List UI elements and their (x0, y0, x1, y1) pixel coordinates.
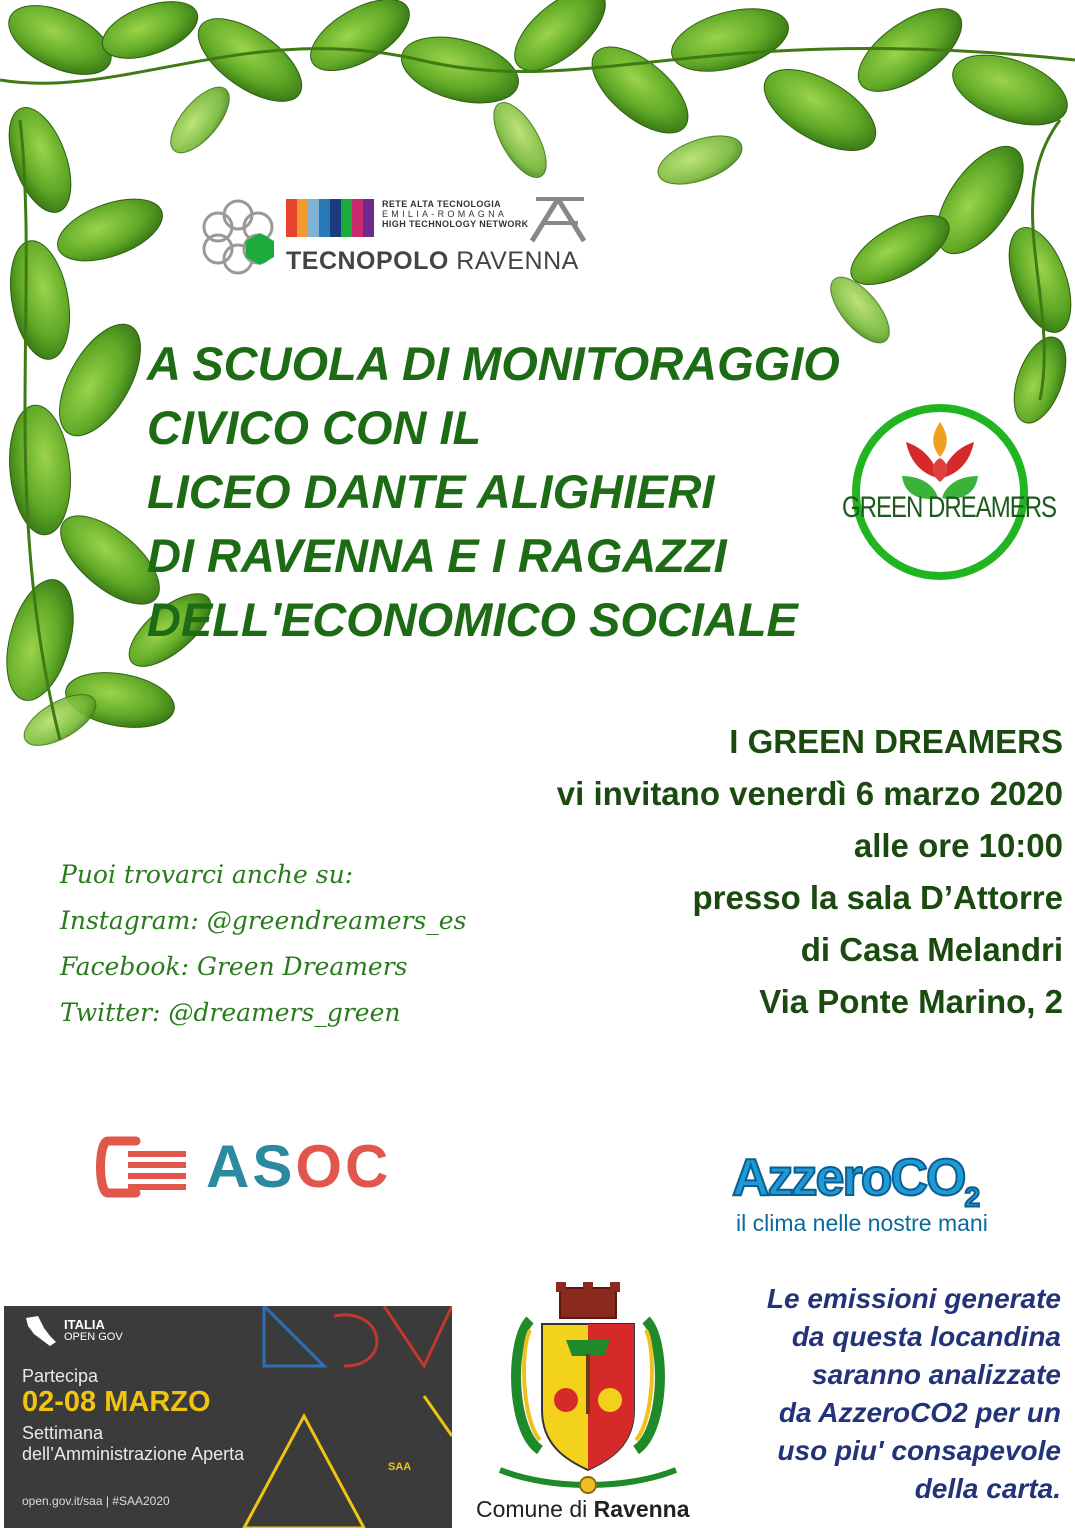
note-line: da questa locandina (791, 1321, 1061, 1352)
open-gov-desc-line2: dell’Amministrazione Aperta (22, 1444, 245, 1464)
invite-line: vi invitano venerdì 6 marzo 2020 (556, 775, 1063, 812)
open-gov-brand-line2: OPEN GOV (64, 1331, 123, 1343)
title-line: DELL'ECONOMICO SOCIALE (147, 593, 798, 646)
asoc-letter: A (206, 1133, 253, 1200)
tecnopolo-a-icon (528, 197, 590, 243)
open-gov-banner (4, 1306, 452, 1528)
title-line: CIVICO CON IL (147, 401, 482, 454)
title-line: LICEO DANTE ALIGHIERI (147, 465, 715, 518)
tecnopolo-network-text (382, 199, 529, 229)
title-line: A SCUOLA DI MONITORAGGIO (147, 337, 840, 390)
saa-badge: SAA (388, 1461, 412, 1473)
open-gov-footer: open.gov.it/saa | #SAA2020 (22, 1494, 170, 1508)
open-gov-brand (64, 1318, 123, 1344)
social-instagram: Instagram: @greendreamers_es (60, 906, 467, 935)
asoc-letter: S (252, 1133, 296, 1200)
open-gov-label: Partecipa (22, 1366, 99, 1386)
invitation-details (443, 716, 1063, 1028)
emissions-note (661, 1280, 1061, 1508)
invite-line: alle ore 10:00 (853, 827, 1063, 864)
note-line: della carta. (914, 1473, 1061, 1504)
invite-line: I GREEN DREAMERS (729, 723, 1063, 760)
title-line: DI RAVENNA E I RAGAZZI (147, 529, 727, 582)
azzeroco2-subscript: 2 (964, 1181, 979, 1213)
comune-ravenna-logo (470, 1280, 705, 1530)
tecnopolo-flower-icon (198, 197, 278, 277)
asoc-letter: C (345, 1133, 392, 1200)
azzeroco2-wordmark (732, 1148, 978, 1213)
note-line: Le emissioni generate (766, 1283, 1061, 1314)
comune-prefix: Comune di (476, 1496, 588, 1522)
open-gov-desc-line1: Settimana (22, 1423, 104, 1443)
social-twitter: Twitter: @dreamers_green (60, 998, 401, 1027)
social-intro: Puoi trovarci anche su: (60, 860, 354, 889)
tecnopolo-line2: EMILIA-ROMAGNA (382, 209, 508, 219)
green-dreamers-logo-text: GREEN DREAMERS (842, 490, 1057, 525)
comune-label (476, 1496, 690, 1523)
tecnopolo-line1: RETE ALTA TECNOLOGIA (382, 199, 501, 209)
open-gov-description (22, 1423, 322, 1465)
invite-line: di Casa Melandri (800, 931, 1063, 968)
asoc-book-icon (96, 1133, 192, 1201)
invite-line: Via Ponte Marino, 2 (759, 983, 1063, 1020)
tecnopolo-title-bold: TECNOPOLO (286, 247, 449, 275)
note-line: da AzzeroCO2 per un (778, 1397, 1061, 1428)
comune-city: Ravenna (593, 1496, 690, 1522)
tecnopolo-title (286, 247, 579, 276)
social-links (60, 852, 466, 1036)
note-line: uso piu' consapevole (777, 1435, 1061, 1466)
asoc-wordmark (206, 1133, 391, 1201)
open-gov-brand-line1: ITALIA (64, 1317, 105, 1332)
azzeroco2-word: AzzeroCO (732, 1149, 965, 1207)
tecnopolo-logo (198, 195, 598, 280)
open-gov-dates: 02-08 MARZO (22, 1386, 211, 1418)
green-dreamers-logo (842, 402, 1057, 582)
asoc-logo (96, 1133, 392, 1201)
asoc-letter: O (295, 1133, 346, 1200)
social-facebook: Facebook: Green Dreamers (60, 952, 408, 981)
invite-line: presso la sala D’Attorre (692, 879, 1063, 916)
azzeroco2-tagline: il clima nelle nostre mani (736, 1210, 988, 1236)
note-line: saranno analizzate (812, 1359, 1061, 1390)
tecnopolo-line3: HIGH TECHNOLOGY NETWORK (382, 219, 529, 229)
ravenna-coat-of-arms-icon (470, 1280, 705, 1495)
tecnopolo-color-bars (286, 199, 374, 237)
azzeroco2-logo (728, 1148, 1028, 1248)
tecnopolo-title-regular: RAVENNA (456, 247, 579, 275)
